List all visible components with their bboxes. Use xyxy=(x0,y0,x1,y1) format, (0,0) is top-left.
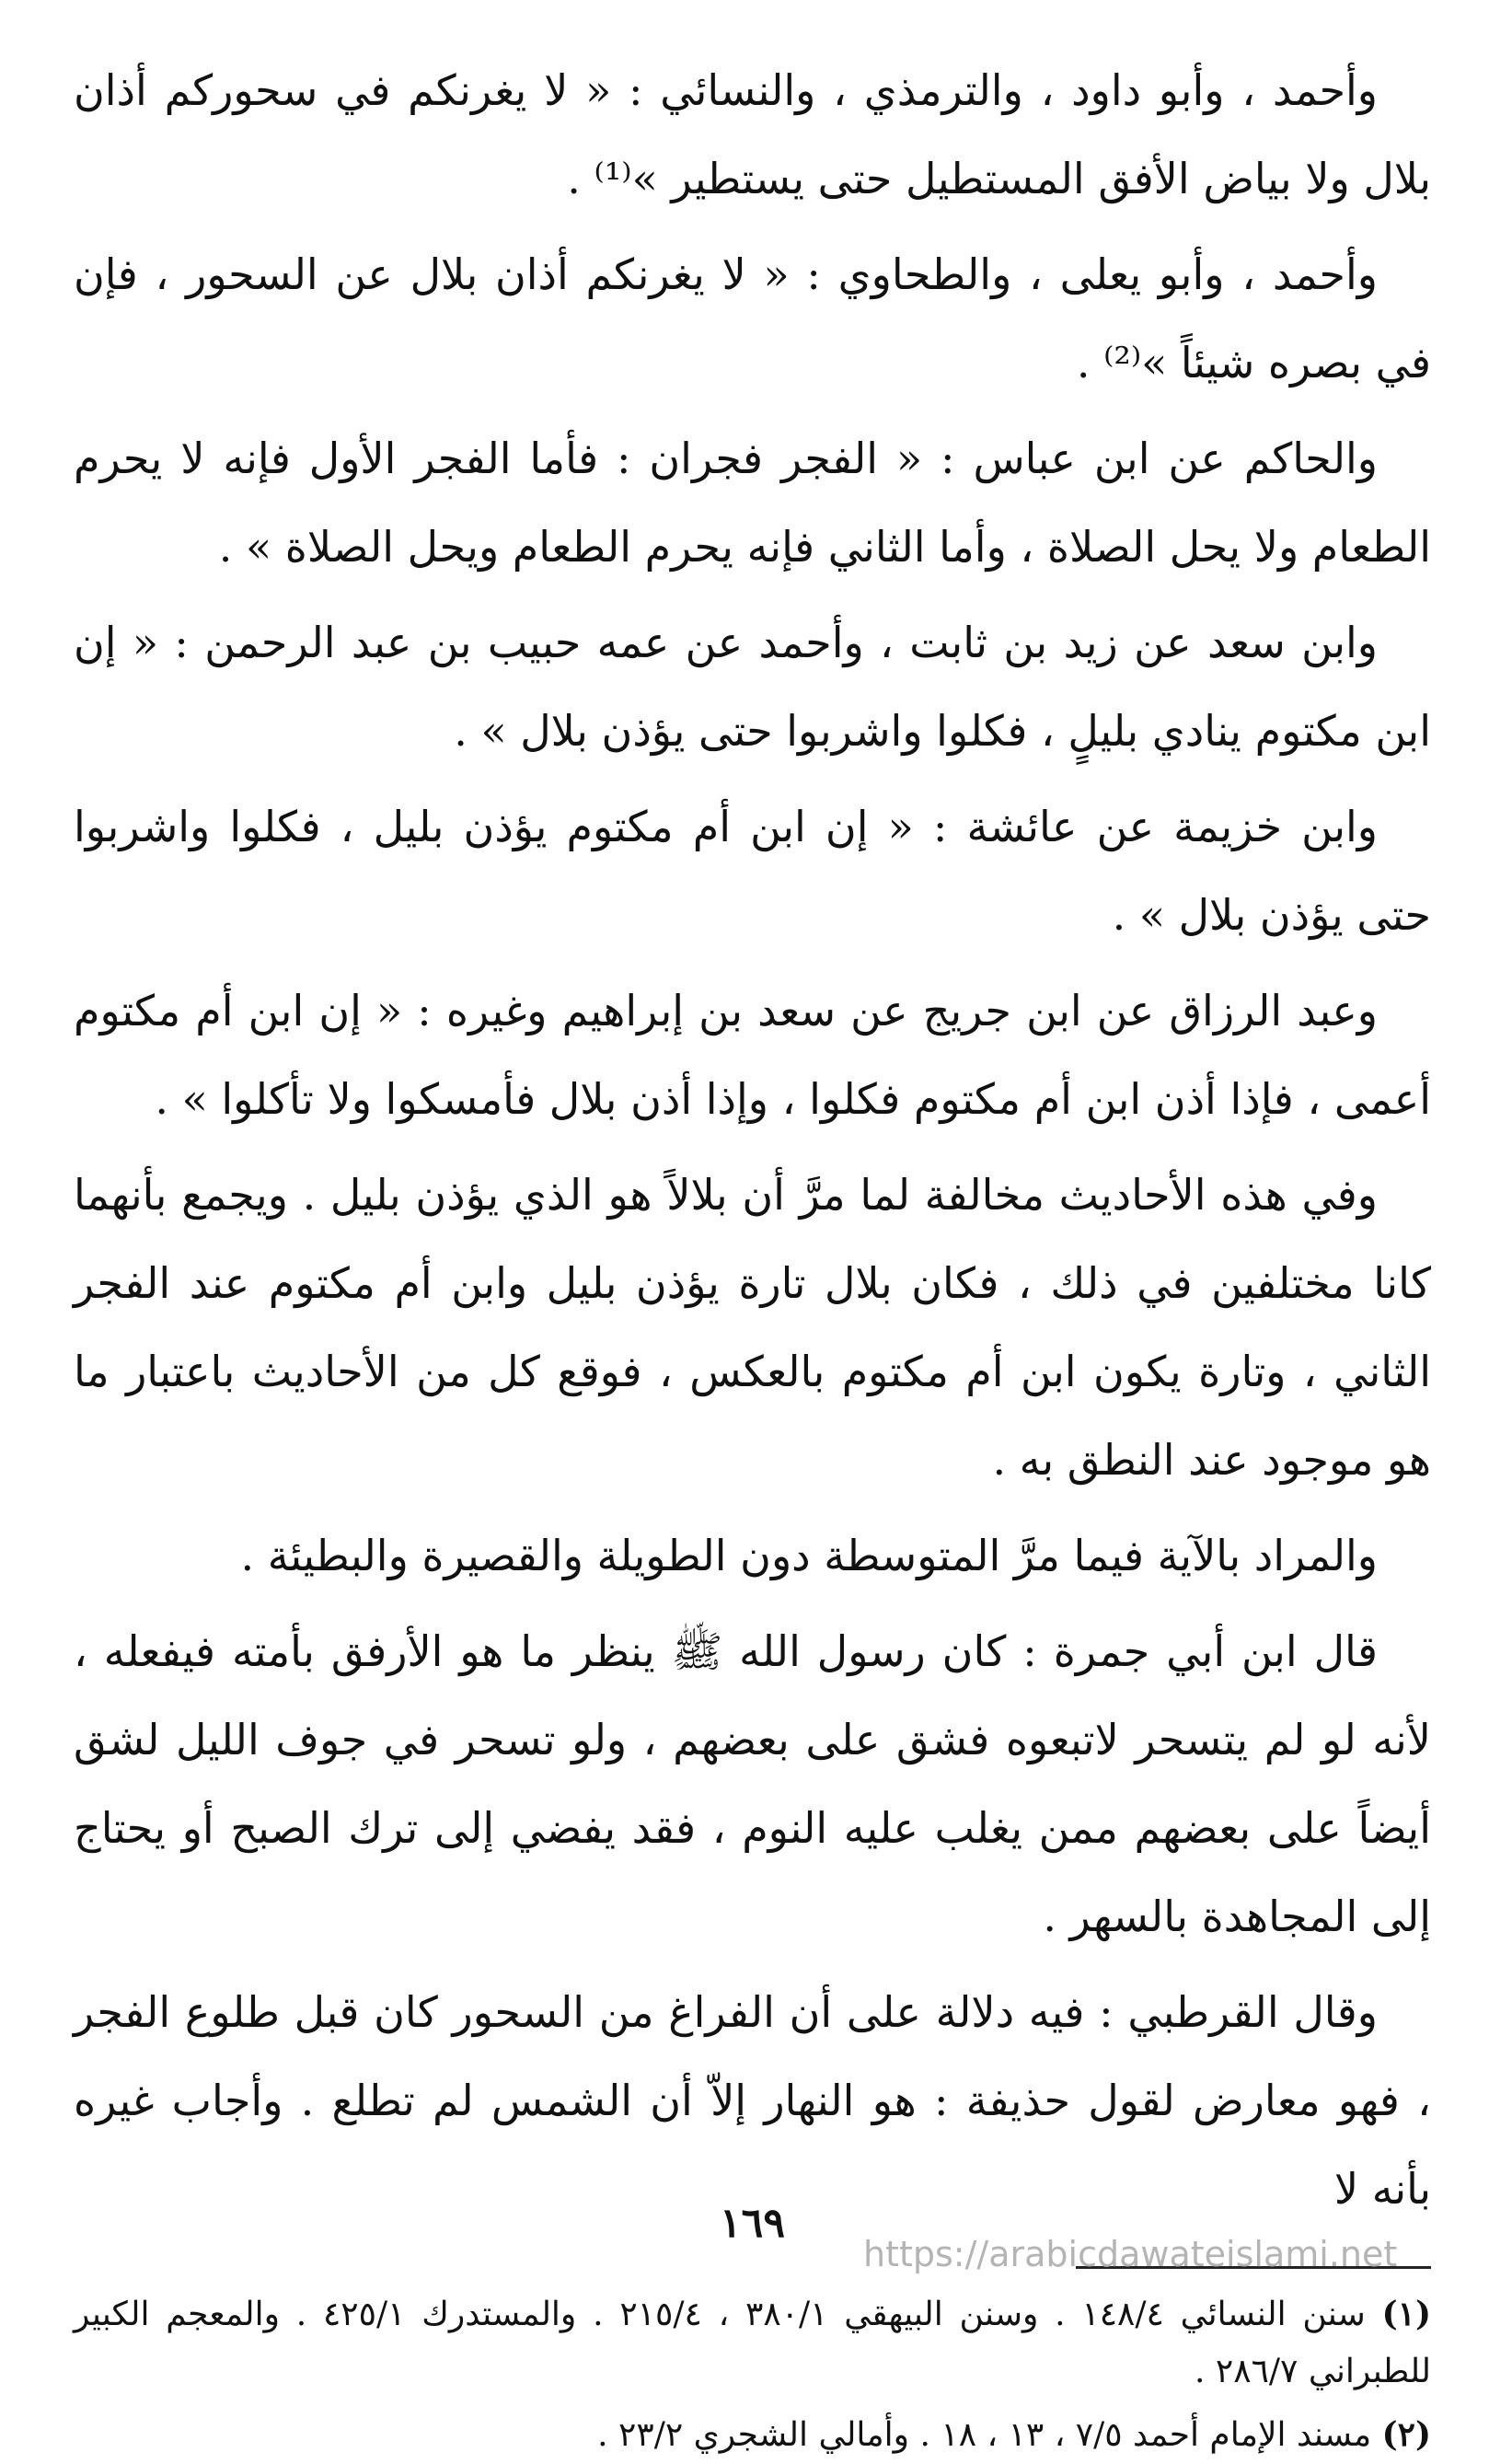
paragraph: قال ابن أبي جمرة : كان رسول الله ﷺ ينظر ما هو الأرفق بأمته فيفعله ، لأنه لو لم يتسحر لاتبعوه فشق على بعضهم ، ولو تسحر في جوف الليل لشق أيضاً على بعضهم ممن يغلب عليه النوم ، فقد يفضي إلى ترك الصبح أو يحتاج إلى المجاهدة بالسهر . xyxy=(74,1626,1431,1941)
body-text xyxy=(74,46,1431,2233)
footnote-text: مسند الإمام أحمد ٧/٥ ، ١٣ ، ١٨ . وأمالي الشجري ٢٣/٢ . xyxy=(597,2416,1372,2454)
paragraph: والمراد بالآية فيما مرَّ المتوسطة دون الطويلة والقصيرة والبطيئة . xyxy=(240,1531,1378,1580)
paragraph: وقال القرطبي : فيه دلالة على أن الفراغ من السحور كان قبل طلوع الفجر ، فهو معارض لقول حذيفة : هو النهار إلاّ أن الشمس لم تطلع . وأجاب غيره بأنه لا xyxy=(74,1987,1431,2214)
footnote xyxy=(74,2406,1431,2464)
book-page xyxy=(74,46,1432,2454)
watermark-url: https://arabicdawateislami.net xyxy=(863,2234,1398,2274)
paragraph: وأحمد ، وأبو يعلى ، والطحاوي : « لا يغرنكم أذان بلال عن السحور ، فإن في بصره شيئاً »⁽²⁾ . xyxy=(74,249,1431,388)
paragraph: والحاكم عن ابن عباس : « الفجر فجران : فأما الفجر الأول فإنه لا يحرم الطعام ولا يحل الصلاة ، وأما الثاني فإنه يحرم الطعام ويحل الصلاة » . xyxy=(74,434,1431,572)
paragraph: وعبد الرزاق عن ابن جريج عن سعد بن إبراهيم وغيره : « إن ابن أم مكتوم أعمى ، فإذا أذن ابن أم مكتوم فكلوا ، وإذا أذن بلال فأمسكوا ولا تأكلوا » . xyxy=(74,986,1431,1124)
footnote-number: (١) xyxy=(1381,2295,1432,2333)
footnote xyxy=(74,2285,1431,2400)
page-number: ١٦٩ xyxy=(720,2200,785,2247)
footnotes xyxy=(74,2285,1431,2464)
paragraph: وفي هذه الأحاديث مخالفة لما مرَّ أن بلالاً هو الذي يؤذن بليل . ويجمع بأنهما كانا مختلفين في ذلك ، فكان بلال تارة يؤذن بليل وابن أم مكتوم عند الفجر الثاني ، وتارة يكون ابن أم مكتوم بالعكس ، فوقع كل من الأحاديث باعتبار ما هو موجود عند النطق به . xyxy=(74,1170,1431,1485)
paragraph: وأحمد ، وأبو داود ، والترمذي ، والنسائي : « لا يغرنكم في سحوركم أذان بلال ولا بياض الأفق المستطيل حتى يستطير »⁽¹⁾ . xyxy=(74,65,1431,203)
paragraph: وابن سعد عن زيد بن ثابت ، وأحمد عن عمه حبيب بن عبد الرحمن : « إن ابن مكتوم ينادي بليلٍ ، فكلوا واشربوا حتى يؤذن بلال » . xyxy=(74,618,1431,756)
footnote-number: (٢) xyxy=(1381,2415,1431,2454)
footnote-text: سنن النسائي ١٤٨/٤ . وسنن البيهقي ٣٨٠/١ ، ٢١٥/٤ . والمستدرك ٤٢٥/١ . والمعجم الكبير للطبراني ٢٨٦/٧ . xyxy=(74,2296,1431,2390)
paragraph: وابن خزيمة عن عائشة : « إن ابن أم مكتوم يؤذن بليل ، فكلوا واشربوا حتى يؤذن بلال » . xyxy=(74,802,1431,940)
